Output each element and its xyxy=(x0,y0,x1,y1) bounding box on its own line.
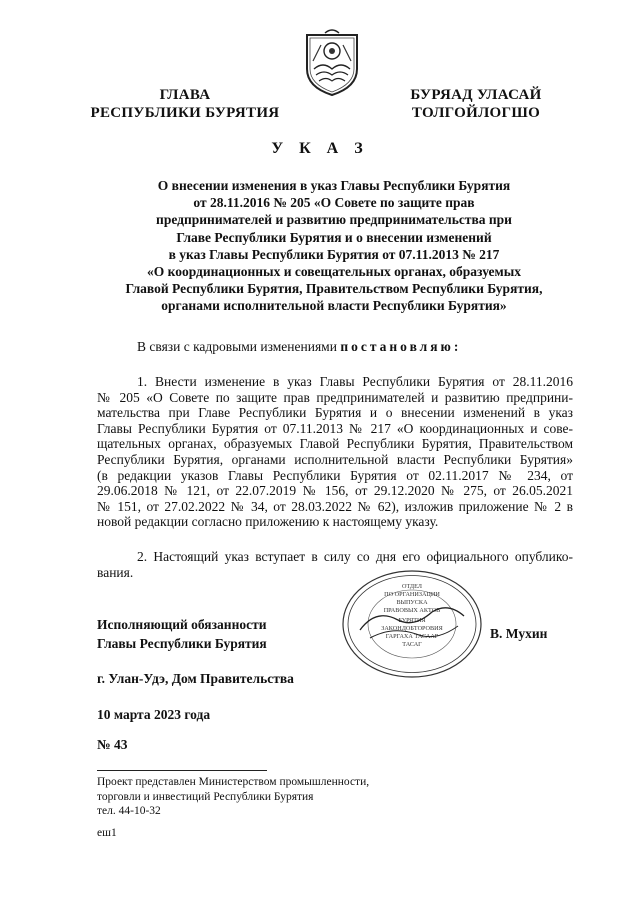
stamp-line: ОТДЕЛ xyxy=(402,583,422,590)
intro-decree-word: постановляю: xyxy=(340,339,462,354)
paragraph-line: № 205 «О Совете по защите прав предпринимателей и развитию предприни- xyxy=(97,389,573,405)
stamp-line: ВЫПУСКА xyxy=(396,599,428,606)
header-right-line2: ТОЛГОЙЛОГШО xyxy=(411,105,541,121)
stamp-line: БУРЯТИЯ xyxy=(398,617,426,624)
stamp-line: ТАСАГ xyxy=(402,641,422,648)
signatory-title-line1: Исполняющий обязанности xyxy=(97,617,267,632)
official-stamp xyxy=(340,568,484,680)
footnote-phone: тел. 44-10-32 xyxy=(97,805,161,817)
stamp-line: ПРАВОВЫХ АКТОВ xyxy=(383,607,441,614)
subject-line: Главой Республики Бурятия, Правительством Республики Бурятия, xyxy=(125,281,543,297)
stamp-line: ЗАКОНДОБТОРОВИЯ xyxy=(381,625,443,632)
signatory-name: В. Мухин xyxy=(490,626,548,641)
footnote-line1: Проект представлен Министерством промышленности, xyxy=(97,776,370,788)
subject-line: от 28.11.2016 № 205 «О Совете по защите прав xyxy=(193,195,475,211)
subject-line: О внесении изменения в указ Главы Республики Бурятия xyxy=(157,178,511,193)
paragraph-line: Республики Бурятия, органами исполнительной власти Республики Бурятия» xyxy=(97,451,573,467)
signatory-title-line2: Главы Республики Бурятия xyxy=(97,636,267,651)
subject-line: в указ Главы Республики Бурятия от 07.11.2013 № 217 xyxy=(168,246,500,262)
subject-line: «О координационных и совещательных органах, образуемых xyxy=(146,264,522,280)
footnote xyxy=(97,775,369,819)
subject-line: органами исполнительной власти Республики Бурятия» xyxy=(161,298,507,314)
header-left xyxy=(86,86,284,122)
coat-of-arms-emblem xyxy=(299,25,365,97)
header-right-line1: БУРЯАД УЛАСАЙ xyxy=(410,87,542,103)
header-left-line1: ГЛАВА xyxy=(159,87,211,103)
issue-place: г. Улан-Удэ, Дом Правительства xyxy=(97,671,294,686)
stamp-line: ГАРГАХА ТАСААР xyxy=(385,633,439,640)
paragraph-line: 2. Настоящий указ вступает в силу со дня его официального опублико- xyxy=(137,549,573,564)
paragraph-line: (в редакции указов Главы Республики Бурятия от 02.11.2017 № 234, от xyxy=(97,467,573,483)
subject-line: предпринимателей и развитию предпринимательства при xyxy=(156,212,512,228)
paragraph-2 xyxy=(97,549,573,580)
footnote-line2: торговли и инвестиций Республики Бурятия xyxy=(97,790,314,803)
stamp-line: ПО ОРГАНИЗАЦИИ xyxy=(384,591,440,598)
issue-date: 10 марта 2023 года xyxy=(97,707,211,722)
paragraph-line: № 151, от 27.02.2022 № 34, от 28.03.2022 № 62), изложив приложение № 2 в xyxy=(97,498,573,514)
header-left-line2: РЕСПУБЛИКИ БУРЯТИЯ xyxy=(90,105,280,121)
paragraph-line: Главы Республики Бурятия от 07.11.2013 № 217 «О координационных и сове- xyxy=(97,420,573,436)
paragraph-line: мательства при Главе Республики Бурятия и о внесении изменений в указ xyxy=(97,405,573,421)
subject-line: Главе Республики Бурятия и о внесении изменений xyxy=(176,229,492,245)
intro-text: В связи с кадровыми изменениями xyxy=(137,339,337,354)
paragraph-line: вания. xyxy=(97,564,134,580)
paragraph-line: 1. Внести изменение в указ Главы Республики Бурятия от 28.11.2016 xyxy=(137,374,573,389)
decree-number: № 43 xyxy=(97,737,128,752)
document-code: еш1 xyxy=(97,827,117,839)
intro-paragraph xyxy=(97,339,573,355)
signatory-title xyxy=(97,615,267,653)
header-right xyxy=(392,86,560,122)
paragraph-line: новой редакции согласно приложению к настоящему указу. xyxy=(97,514,439,530)
paragraph-line: 29.06.2018 № 121, от 22.07.2019 № 156, от 29.12.2020 № 275, от 26.05.2021 xyxy=(97,483,573,499)
paragraph-line: щательных органах, образуемых Главой Республики Бурятия, Правительством xyxy=(97,436,573,452)
paragraph-1 xyxy=(97,374,573,530)
decree-subject xyxy=(96,177,572,315)
footnote-divider xyxy=(97,770,267,771)
document-type-title: У К А З xyxy=(271,140,369,157)
